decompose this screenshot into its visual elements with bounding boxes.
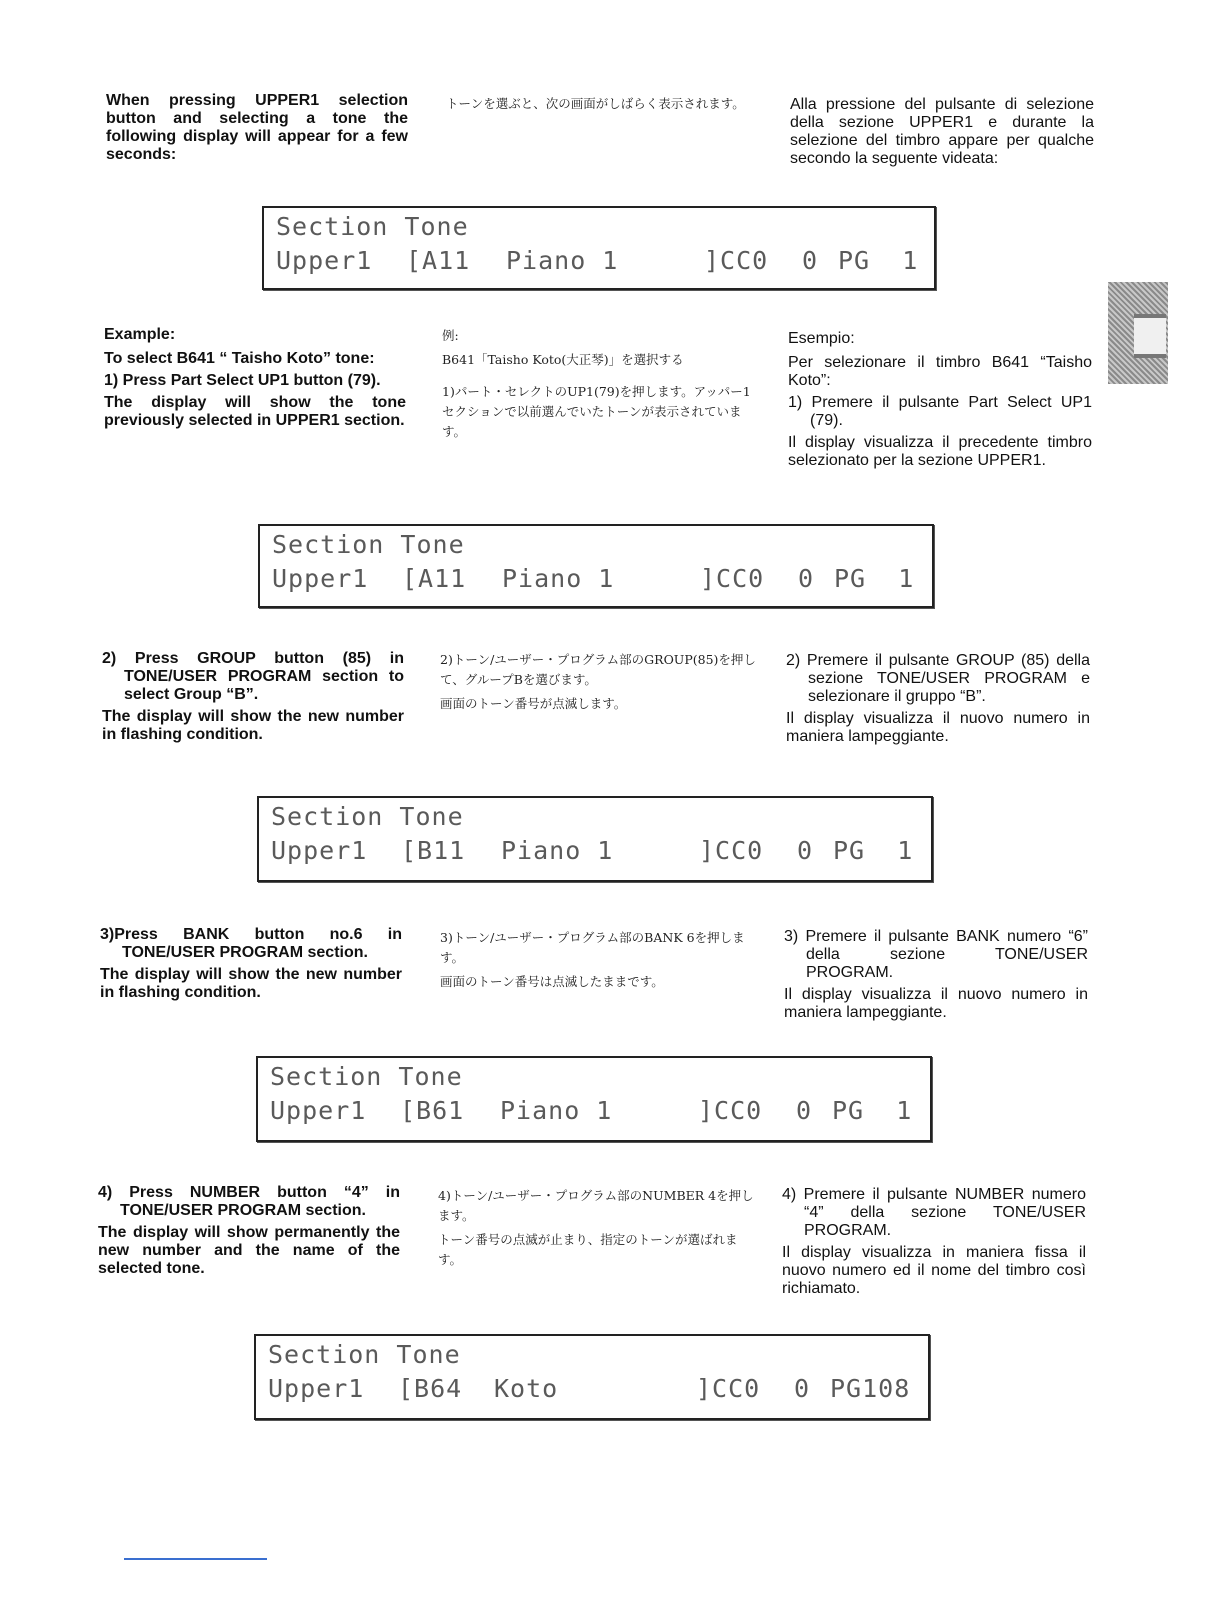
japanese-paragraph: 画面のトーン番号が点滅します。 [440,696,627,711]
italian-step: 2) Premere il pulsante GROUP (85) della sezione TONE/USER PROGRAM e selezionare il gruppo “B”. [786,652,1090,705]
italian-text-0 [790,96,1094,172]
lcd-tone-number: [B11 [401,836,466,865]
lcd-tone-number: [A11 [406,246,471,275]
lcd-value: 0 [797,836,814,865]
italian-step: 4) Premere il pulsante NUMBER numero “4” della sezione TONE/USER PROGRAM. [782,1186,1086,1239]
lcd-value: 0 [794,1374,811,1403]
lcd-part: Upper1 [270,1096,367,1125]
english-paragraph: When pressing UPPER1 selection button and selecting a tone the following display will appear for a few seconds: [106,92,408,163]
lcd-cc: ]CC0 [699,836,764,865]
japanese-paragraph: B641「Taisho Koto(大正琴)」を選択する [442,352,684,367]
lcd-tone-name: Piano 1 [502,564,615,593]
italian-paragraph: Per selezionare il timbro B641 “Taisho Koto”: [788,354,1092,389]
japanese-paragraph: トーン番号の点滅が止まり、指定のトーンが選ばれます。 [438,1232,738,1267]
italian-step: 3) Premere il pulsante BANK numero “6” della sezione TONE/USER PROGRAM. [784,928,1088,981]
english-paragraph: The display will show the new number in flashing condition. [102,708,404,743]
lcd-display-1 [262,206,936,290]
lcd-tone-name: Koto [494,1374,559,1403]
italian-text-3 [784,928,1088,1026]
english-step: 1) Press Part Select UP1 button (79). [104,372,381,389]
lcd-tone-number: [B61 [400,1096,465,1125]
lcd-line-1: Section Tone [270,1062,463,1091]
italian-step: 1) Premere il pulsante Part Select UP1 (79). [788,394,1092,429]
italian-paragraph: Il display visualizza il nuovo numero in maniera lampeggiante. [784,986,1088,1021]
lcd-value: 0 [796,1096,813,1125]
english-paragraph: The display will show the new number in flashing condition. [100,966,402,1001]
english-text-0 [106,92,408,168]
japanese-paragraph: 2)トーン/ユーザー・プログラム部のGROUP(85)を押して、グループBを選びます。 [440,652,756,687]
lcd-part: Upper1 [268,1374,365,1403]
lcd-cc: ]CC0 [698,1096,763,1125]
italian-paragraph: Il display visualizza il precedente timbro selezionato per la sezione UPPER1. [788,434,1092,469]
italian-paragraph: Il display visualizza in maniera fissa il nuovo numero ed il nome del timbro così richiamato. [782,1244,1086,1297]
lcd-line-2 [268,1374,911,1614]
lcd-tone-number: [A11 [402,564,467,593]
lcd-display-4 [256,1056,932,1142]
english-paragraph: The display will show the tone previously selected in UPPER1 section. [104,394,406,429]
lcd-display-2 [258,524,934,608]
japanese-paragraph: 1)パート・セレクトのUP1(79)を押します。アッパー1セクションで以前選んでいたトーンが表示されています。 [442,384,751,439]
english-step: 3)Press BANK button no.6 in TONE/USER PROGRAM section. [100,926,402,961]
lcd-tone-name: Piano 1 [500,1096,613,1125]
language-tab-inner [1134,314,1166,358]
lcd-pg: PG 1 [833,836,914,865]
lcd-pg: PG108 [830,1374,911,1403]
lcd-part: Upper1 [272,564,369,593]
lcd-line-1: Section Tone [272,530,465,559]
lcd-value: 0 [802,246,819,275]
japanese-text-2 [440,650,756,718]
english-heading: Example: [104,326,176,343]
english-paragraph: To select B641 “ Taisho Koto” tone: [104,350,375,367]
italian-text-2 [786,652,1090,750]
japanese-text-1 [442,326,754,446]
japanese-text-0 [446,94,758,118]
japanese-text-3 [440,928,756,996]
lcd-cc: ]CC0 [700,564,765,593]
italian-text-4 [782,1186,1086,1302]
language-tab-marker [1108,282,1168,384]
japanese-paragraph: 3)トーン/ユーザー・プログラム部のBANK 6を押します。 [440,930,745,965]
lcd-tone-name: Piano 1 [506,246,619,275]
english-text-2 [102,650,404,748]
lcd-pg: PG 1 [832,1096,913,1125]
japanese-paragraph: 画面のトーン番号は点滅したままです。 [440,974,664,989]
italian-heading: Esempio: [788,330,855,347]
lcd-value: 0 [798,564,815,593]
lcd-display-3 [257,796,933,882]
japanese-text-4 [438,1186,756,1274]
lcd-line-1: Section Tone [268,1340,461,1369]
lcd-cc: ]CC0 [696,1374,761,1403]
italian-paragraph: Il display visualizza il nuovo numero in maniera lampeggiante. [786,710,1090,745]
lcd-cc: ]CC0 [704,246,769,275]
lcd-pg: PG 1 [834,564,915,593]
lcd-tone-number: [B64 [398,1374,463,1403]
lcd-tone-name: Piano 1 [501,836,614,865]
english-text-4 [98,1184,400,1282]
japanese-paragraph: トーンを選ぶと、次の画面がしばらく表示されます。 [446,96,745,111]
lcd-part: Upper1 [276,246,373,275]
lcd-line-1: Section Tone [276,212,469,241]
footer-rule [124,1558,267,1560]
english-text-3 [100,926,402,1006]
italian-text-1 [788,330,1092,474]
english-step: 4) Press NUMBER button “4” in TONE/USER PROGRAM section. [98,1184,400,1219]
english-text-1 [104,326,406,434]
japanese-heading: 例: [442,328,459,343]
lcd-pg: PG 1 [838,246,919,275]
lcd-line-1: Section Tone [271,802,464,831]
italian-paragraph: Alla pressione del pulsante di selezione della sezione UPPER1 e durante la selezione del timbro appare per qualche secondo la seguente videata: [790,96,1094,167]
english-step: 2) Press GROUP button (85) in TONE/USER PROGRAM section to select Group “B”. [102,650,404,703]
japanese-paragraph: 4)トーン/ユーザー・プログラム部のNUMBER 4を押します。 [438,1188,754,1223]
english-paragraph: The display will show permanently the new number and the name of the selected tone. [98,1224,400,1277]
lcd-display-5 [254,1334,930,1420]
lcd-part: Upper1 [271,836,368,865]
